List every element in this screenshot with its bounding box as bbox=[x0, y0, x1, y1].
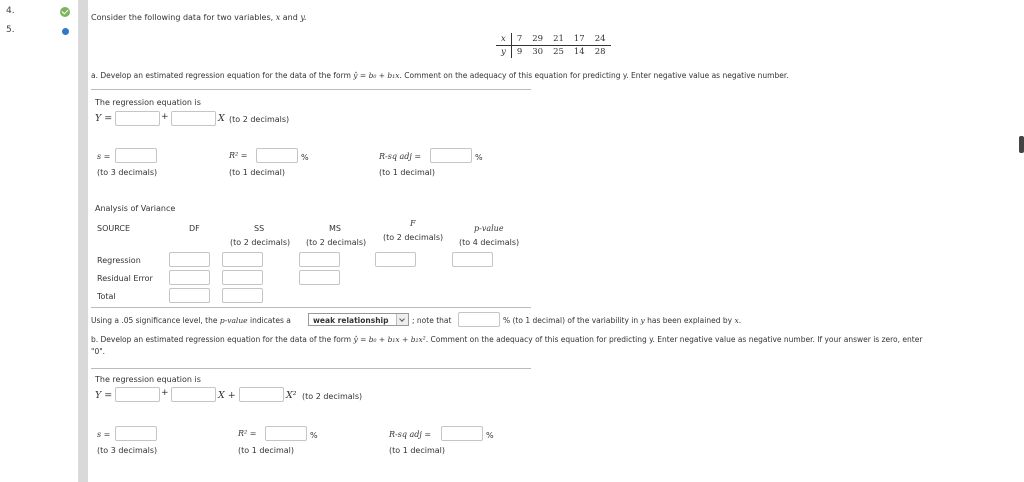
scrollbar-thumb[interactable] bbox=[1019, 136, 1024, 153]
s-input-b[interactable] bbox=[115, 426, 157, 441]
part-b-prompt: b. Develop an estimated regression equation for the data of the form ŷ = b₀ + b₁x + b₂x². Comment on the adequacy of this equation for predicting y. Enter negative value as negative number. If your answer is zero, enter bbox=[91, 335, 923, 344]
r2-note: (to 1 decimal) bbox=[229, 168, 285, 177]
row-total: Total bbox=[97, 292, 116, 301]
decimals-note: (to 2 decimals) bbox=[229, 115, 290, 124]
intro-text: Consider the following data for two variables, x and y. bbox=[91, 13, 307, 22]
regression-ss-input[interactable] bbox=[222, 252, 263, 267]
y-value: 25 bbox=[553, 47, 564, 57]
note-that-text: ; note that bbox=[412, 316, 452, 325]
s-note: (to 3 decimals) bbox=[97, 168, 158, 177]
b1-input[interactable] bbox=[171, 387, 216, 402]
regression-heading: The regression equation is bbox=[95, 98, 201, 107]
intercept-input[interactable] bbox=[115, 111, 160, 126]
regression-pvalue-input[interactable] bbox=[452, 252, 493, 267]
percent-sign: % bbox=[475, 153, 483, 162]
plus-sign: + bbox=[161, 112, 169, 122]
residual-ms-input[interactable] bbox=[299, 270, 340, 285]
y-value: 30 bbox=[532, 47, 544, 57]
r2-note-b: (to 1 decimal) bbox=[238, 446, 294, 455]
rsq-adj-note: (to 1 decimal) bbox=[379, 168, 435, 177]
x-value: 17 bbox=[569, 33, 590, 46]
rsq-adj-label: R-sq adj = bbox=[379, 152, 422, 161]
rsq-adj-label-b: R-sq adj = bbox=[389, 430, 432, 439]
regression-df-input[interactable] bbox=[169, 252, 210, 267]
question-item-4[interactable] bbox=[0, 3, 78, 23]
col-f: F bbox=[410, 219, 416, 228]
col-df: DF bbox=[189, 224, 200, 233]
relationship-select[interactable] bbox=[308, 313, 409, 326]
x-term: X bbox=[218, 113, 225, 124]
x-value: 7 bbox=[511, 33, 527, 46]
sidebar-divider bbox=[78, 0, 88, 482]
b2-input[interactable] bbox=[239, 387, 284, 402]
percent-sign: % bbox=[301, 153, 309, 162]
s-note-b: (to 3 decimals) bbox=[97, 446, 158, 455]
plus-sign: + bbox=[161, 388, 169, 398]
x-value: 21 bbox=[548, 33, 569, 46]
residual-df-input[interactable] bbox=[169, 270, 210, 285]
divider bbox=[91, 89, 531, 90]
col-ms: MS bbox=[329, 224, 341, 233]
col-f-note: (to 2 decimals) bbox=[383, 233, 444, 242]
slope-input[interactable] bbox=[171, 111, 216, 126]
col-pvalue: p-value bbox=[474, 224, 504, 233]
chevron-down-icon bbox=[396, 314, 408, 325]
data-table bbox=[496, 33, 611, 58]
col-pvalue-note: (to 4 decimals) bbox=[459, 238, 520, 247]
row-residual-error: Residual Error bbox=[97, 274, 153, 283]
divider bbox=[91, 368, 531, 369]
total-df-input[interactable] bbox=[169, 288, 210, 303]
col-source: SOURCE bbox=[97, 224, 131, 233]
r2-label: R² = bbox=[229, 151, 248, 160]
x-value: 29 bbox=[527, 33, 548, 46]
col-ss-note: (to 2 decimals) bbox=[230, 238, 291, 247]
part-a-prompt: a. Develop an estimated regression equation for the data of the form ŷ = b₀ + b₁x. Comment on the adequacy of this equation for predicting y. Enter negative value as negative number. bbox=[91, 71, 789, 80]
regression-heading-b: The regression equation is bbox=[95, 375, 201, 384]
divider bbox=[91, 307, 531, 308]
y-value: 14 bbox=[573, 47, 585, 57]
x-value: 24 bbox=[590, 33, 611, 46]
question-number: 5. bbox=[6, 25, 15, 35]
question-item-5[interactable] bbox=[0, 22, 78, 42]
x-plus-term: X + bbox=[218, 390, 236, 401]
r2-input[interactable] bbox=[256, 148, 298, 163]
question-content bbox=[88, 0, 1024, 482]
rsq-adj-note-b: (to 1 decimal) bbox=[389, 446, 445, 455]
regression-ms-input[interactable] bbox=[299, 252, 340, 267]
y-label: y bbox=[496, 46, 511, 59]
intercept-input-b[interactable] bbox=[115, 387, 160, 402]
total-ss-input[interactable] bbox=[222, 288, 263, 303]
r2-label-b: R² = bbox=[238, 429, 257, 438]
s-label-b: s = bbox=[97, 430, 111, 439]
s-input[interactable] bbox=[115, 148, 157, 163]
rsq-adj-input-b[interactable] bbox=[441, 426, 483, 441]
percent-sign: % bbox=[310, 431, 318, 440]
col-ss: SS bbox=[254, 224, 265, 233]
x2-term: X² bbox=[286, 390, 297, 401]
regression-f-input[interactable] bbox=[375, 252, 416, 267]
question-number: 4. bbox=[6, 6, 15, 16]
y-equals-label: Y = bbox=[95, 113, 113, 124]
question-sidebar bbox=[0, 0, 78, 482]
residual-ss-input[interactable] bbox=[222, 270, 263, 285]
col-ms-note: (to 2 decimals) bbox=[306, 238, 367, 247]
check-icon bbox=[60, 7, 70, 17]
variability-percent-input[interactable] bbox=[458, 312, 500, 327]
y-value: 9 bbox=[516, 47, 523, 57]
conclusion-text-end: % (to 1 decimal) of the variability in y has been explained by x. bbox=[503, 316, 742, 325]
y-equals-label-b: Y = bbox=[95, 390, 113, 401]
rsq-adj-input[interactable] bbox=[430, 148, 472, 163]
percent-sign: % bbox=[486, 431, 494, 440]
row-regression: Regression bbox=[97, 256, 141, 265]
part-b-prompt-line2: "0". bbox=[91, 347, 106, 356]
y-value: 28 bbox=[594, 47, 606, 57]
decimals-note-b: (to 2 decimals) bbox=[302, 392, 363, 401]
conclusion-text-start: Using a .05 significance level, the p-value indicates a bbox=[91, 316, 291, 325]
relationship-select-value: weak relationship bbox=[313, 316, 389, 325]
r2-input-b[interactable] bbox=[265, 426, 307, 441]
x-label: x bbox=[496, 33, 511, 46]
anova-heading: Analysis of Variance bbox=[95, 204, 176, 213]
current-dot-icon bbox=[62, 28, 69, 35]
s-label: s = bbox=[97, 152, 111, 161]
